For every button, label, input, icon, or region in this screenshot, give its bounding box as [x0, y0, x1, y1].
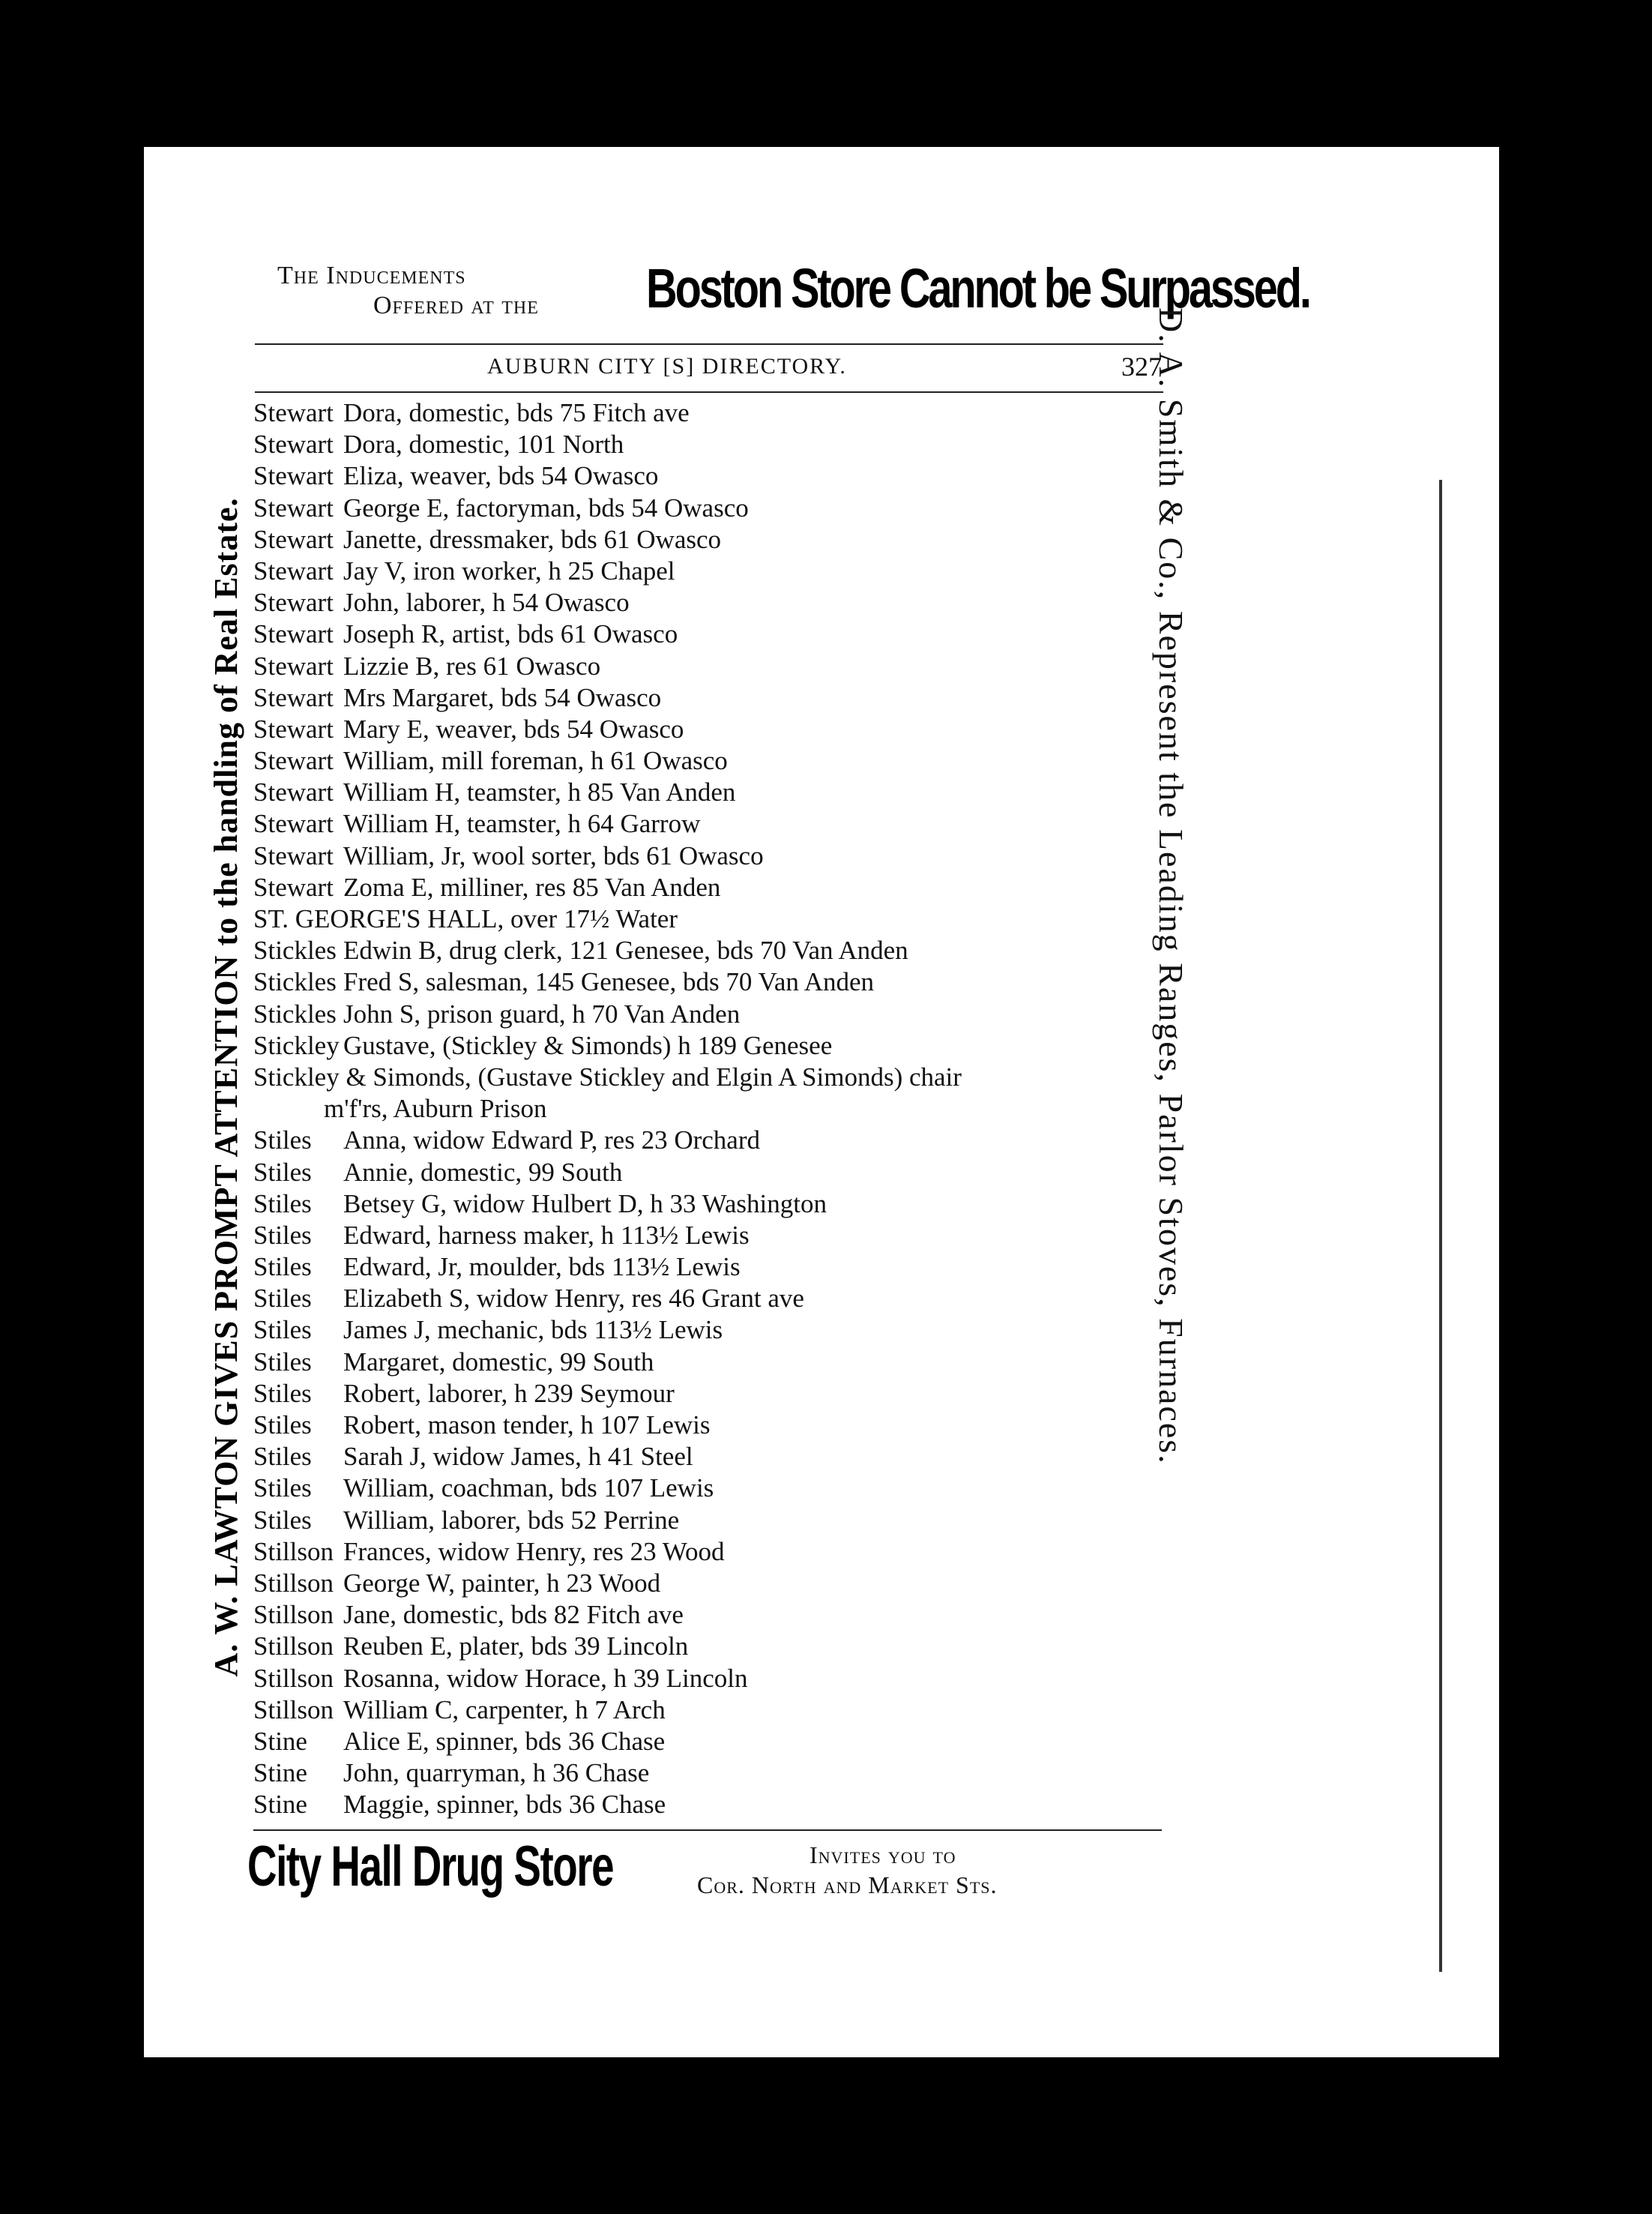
running-head [255, 351, 1162, 388]
entry-surname: Stiles [253, 1220, 312, 1250]
entry-surname: Stiles [253, 1505, 312, 1535]
directory-entry [253, 429, 1168, 460]
directory-entry [253, 745, 1168, 777]
bottom-ad-line-2: Cor. North and Market Sts. [697, 1871, 998, 1898]
entry-surname: Stickley [253, 1030, 340, 1060]
entry-surname: Stewart [253, 682, 334, 712]
directory-entry [253, 903, 1168, 935]
entry-details: Edwin B, drug clerk, 121 Genesee, bds 70 Van Anden [343, 936, 908, 966]
entry-details: Elizabeth S, widow Henry, res 46 Grant ave [343, 1284, 804, 1314]
bottom-ad-line-1: Invites you to [810, 1841, 956, 1868]
entry-surname: Stewart [253, 524, 334, 554]
entry-details: Maggie, spinner, bds 36 Chase [343, 1790, 666, 1820]
entry-surname: Stiles [253, 1188, 312, 1218]
entry-details: Sarah J, widow James, h 41 Steel [343, 1442, 693, 1472]
directory-entry [253, 872, 1168, 903]
directory-entry [253, 460, 1168, 492]
entry-surname: Stiles [253, 1378, 312, 1408]
entry-details: James J, mechanic, bds 113½ Lewis [343, 1315, 723, 1345]
entry-surname: Stiles [253, 1252, 312, 1282]
directory-entry [253, 1125, 1168, 1156]
entry-details: Mary E, weaver, bds 54 Owasco [343, 714, 684, 744]
entry-details: William H, teamster, h 85 Van Anden [343, 777, 736, 807]
entry-details: Lizzie B, res 61 Owasco [343, 651, 601, 681]
entry-surname: Stickles [253, 999, 337, 1029]
top-ad-line-2: Offered at the [373, 292, 539, 319]
entry-details: Margaret, domestic, 99 South [343, 1347, 654, 1377]
entry-surname: Stine [253, 1726, 307, 1756]
entry-details: Joseph R, artist, bds 61 Owasco [343, 619, 678, 649]
entry-details: Reuben E, plater, bds 39 Lincoln [343, 1631, 689, 1661]
directory-entry [253, 777, 1168, 808]
directory-entry [253, 1093, 1168, 1125]
directory-entry [253, 587, 1168, 619]
entry-details: Annie, domestic, 99 South [343, 1157, 623, 1187]
entry-details: Zoma E, milliner, res 85 Van Anden [343, 872, 721, 902]
entry-details: Edward, Jr, moulder, bds 113½ Lewis [343, 1252, 741, 1282]
directory-entry [253, 808, 1168, 840]
entry-details: William, laborer, bds 52 Perrine [343, 1505, 680, 1535]
entry-surname: Stickles [253, 936, 337, 966]
page-number: 327 [1121, 352, 1162, 382]
entry-surname: Stewart [253, 588, 334, 618]
entry-surname: Stewart [253, 746, 334, 776]
entry-details: George E, factoryman, bds 54 Owasco [343, 493, 749, 523]
directory-entry [253, 1441, 1168, 1473]
entry-surname: Stine [253, 1790, 307, 1820]
entry-details: m'f'rs, Auburn Prison [324, 1094, 547, 1124]
directory-entries [253, 397, 1168, 1820]
directory-entry [253, 1789, 1168, 1820]
entry-surname: Stiles [253, 1442, 312, 1472]
left-margin-advertisement: A. W. LAWTON GIVES PROMPT ATTENTION to the handling of Real Estate. [208, 497, 244, 1677]
top-ad-headline: Boston Store Cannot be Surpassed. [646, 257, 1309, 319]
entry-surname: Stewart [253, 430, 334, 460]
directory-entry [253, 1410, 1168, 1441]
directory-entry [253, 966, 1168, 998]
entry-details: Anna, widow Edward P, res 23 Orchard [343, 1125, 760, 1155]
directory-entry [253, 1568, 1168, 1599]
entry-surname: Stewart [253, 398, 334, 427]
entry-surname: Stiles [253, 1284, 312, 1314]
entry-details: Janette, dressmaker, bds 61 Owasco [343, 524, 722, 554]
entry-surname: Stillson [253, 1631, 334, 1661]
entry-surname: Stiles [253, 1410, 312, 1440]
directory-entry [253, 1251, 1168, 1283]
entry-surname: Stewart [253, 714, 334, 744]
entry-details: Rosanna, widow Horace, h 39 Lincoln [343, 1663, 748, 1693]
entry-details: William, mill foreman, h 61 Owasco [343, 746, 728, 776]
directory-entry [253, 651, 1168, 682]
directory-entry [253, 1283, 1168, 1314]
directory-entry [253, 1378, 1168, 1410]
top-ad-small-text [277, 261, 539, 321]
entry-details: John, quarryman, h 36 Chase [343, 1758, 650, 1788]
bottom-ad-headline: City Hall Drug Store [247, 1835, 614, 1898]
entry-details: George W, painter, h 23 Wood [343, 1568, 661, 1598]
directory-entry [253, 1694, 1168, 1726]
directory-entry [253, 1599, 1168, 1631]
entry-surname: Stiles [253, 1473, 312, 1503]
directory-entry [253, 1726, 1168, 1757]
entry-surname: Stillson [253, 1663, 334, 1693]
header-rule-bottom [255, 391, 1163, 393]
directory-entry [253, 1536, 1168, 1568]
top-ad-line-1: The Inducements [277, 262, 466, 289]
entry-surname: Stewart [253, 556, 334, 586]
entry-details: William C, carpenter, h 7 Arch [343, 1694, 666, 1724]
entry-details: Dora, domestic, 101 North [343, 430, 624, 460]
bottom-advertisement [247, 1829, 1169, 1919]
directory-entry [253, 999, 1168, 1030]
entry-surname: Stickles [253, 967, 337, 997]
directory-entry [253, 1505, 1168, 1536]
entry-surname: Stiles [253, 1315, 312, 1345]
directory-entry [253, 1157, 1168, 1188]
entry-surname: Stewart [253, 872, 334, 902]
directory-entry [253, 556, 1168, 587]
entry-surname: Stine [253, 1758, 307, 1788]
right-margin-advertisement: D. A. Smith & Co., Represent the Leading Ranges, Parlor Stoves, Furnaces. [1152, 307, 1190, 1465]
entry-details: Jane, domestic, bds 82 Fitch ave [343, 1600, 684, 1630]
entry-surname: Stewart [253, 651, 334, 681]
directory-entry [253, 1663, 1168, 1694]
entry-details: Dora, domestic, bds 75 Fitch ave [343, 398, 690, 427]
header-rule-top [255, 343, 1163, 345]
entry-details: John S, prison guard, h 70 Van Anden [343, 999, 741, 1029]
directory-entry [253, 524, 1168, 556]
entry-details: William, coachman, bds 107 Lewis [343, 1473, 714, 1503]
entry-surname: Stewart [253, 619, 334, 649]
entry-details: Robert, mason tender, h 107 Lewis [343, 1410, 711, 1440]
entry-surname: Stewart [253, 493, 334, 523]
entry-surname: Stewart [253, 461, 334, 491]
directory-entry [253, 840, 1168, 872]
page-edge-line [1439, 480, 1442, 1972]
entry-surname: Stewart [253, 840, 334, 870]
directory-entry [253, 619, 1168, 650]
entry-surname: Stillson [253, 1536, 334, 1566]
entry-details: Gustave, (Stickley & Simonds) h 189 Genesee [343, 1030, 833, 1060]
directory-entry [253, 714, 1168, 745]
entry-surname: Stillson [253, 1568, 334, 1598]
bottom-ad-small-text [697, 1840, 998, 1900]
entry-details: Robert, laborer, h 239 Seymour [343, 1378, 675, 1408]
entry-details: William, Jr, wool sorter, bds 61 Owasco [343, 840, 764, 870]
directory-entry [253, 935, 1168, 966]
entry-details: ST. GEORGE'S HALL, over 17½ Water [253, 904, 678, 933]
directory-entry [253, 1188, 1168, 1220]
entry-details: Eliza, weaver, bds 54 Owasco [343, 461, 659, 491]
running-head-title: AUBURN CITY [S] DIRECTORY. [487, 354, 847, 379]
entry-surname: Stewart [253, 777, 334, 807]
directory-entry [253, 1220, 1168, 1251]
entry-details: Fred S, salesman, 145 Genesee, bds 70 Van Anden [343, 967, 874, 997]
entry-surname: Stiles [253, 1157, 312, 1187]
directory-entry [253, 1062, 1168, 1093]
entry-surname: Stillson [253, 1694, 334, 1724]
entry-details: Stickley & Simonds, (Gustave Stickley and Elgin A Simonds) chair [253, 1062, 962, 1092]
directory-entry [253, 1314, 1168, 1346]
entry-details: Alice E, spinner, bds 36 Chase [343, 1726, 666, 1756]
directory-entry [253, 1631, 1168, 1662]
directory-entry [253, 397, 1168, 429]
entry-details: Mrs Margaret, bds 54 Owasco [343, 682, 662, 712]
entry-surname: Stewart [253, 809, 334, 839]
directory-entry [253, 1347, 1168, 1378]
directory-entry [253, 1030, 1168, 1062]
top-advertisement [277, 255, 1309, 337]
entry-surname: Stiles [253, 1125, 312, 1155]
directory-entry [253, 493, 1168, 524]
entry-details: Edward, harness maker, h 113½ Lewis [343, 1220, 750, 1250]
entry-details: Jay V, iron worker, h 25 Chapel [343, 556, 675, 586]
directory-entry [253, 1757, 1168, 1789]
entry-details: William H, teamster, h 64 Garrow [343, 809, 701, 839]
entry-surname: Stiles [253, 1347, 312, 1377]
entry-details: John, laborer, h 54 Owasco [343, 588, 630, 618]
entry-surname: Stillson [253, 1600, 334, 1630]
entry-details: Frances, widow Henry, res 23 Wood [343, 1536, 725, 1566]
directory-entry [253, 682, 1168, 714]
entry-details: Betsey G, widow Hulbert D, h 33 Washington [343, 1188, 827, 1218]
directory-entry [253, 1473, 1168, 1504]
